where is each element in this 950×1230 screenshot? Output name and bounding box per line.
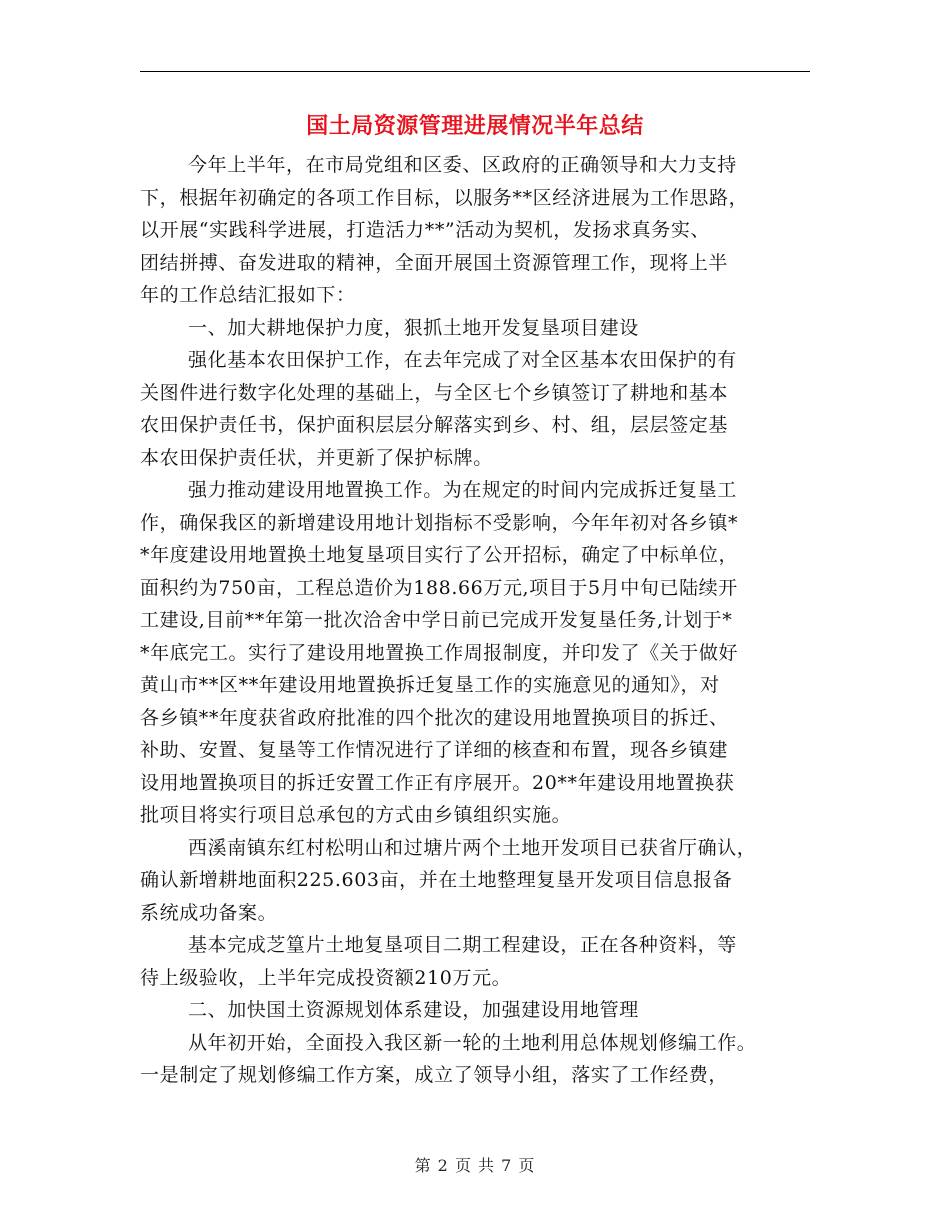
document-title: 国土局资源管理进展情况半年总结 — [306, 113, 644, 139]
text-line: 作，确保我区的新增建设用地计划指标不受影响，今年年初对各乡镇* — [140, 511, 739, 534]
text-line: 设用地置换项目的拆迁安置工作正有序展开。20**年建设用地置换获 — [140, 771, 735, 794]
text-line: 系统成功备案。 — [140, 901, 278, 924]
text-line: 西溪南镇东红村松明山和过塘片两个土地开发项目已获省厅确认， — [188, 836, 757, 859]
text-line: 今年上半年，在市局党组和区委、区政府的正确领导和大力支持 — [188, 154, 737, 176]
text-line: 一是制定了规划修编工作方案，成立了领导小组，落实了工作经费， — [140, 1064, 729, 1086]
header-rule — [140, 71, 810, 72]
text-line: 一、加大耕地保护力度，狠抓土地开发复垦项目建设 — [188, 316, 639, 339]
text-line: 确认新增耕地面积225.603亩，并在土地整理复垦开发项目信息报备 — [140, 869, 733, 891]
text-line: 下，根据年初确定的各项工作目标，以服务**区经济进展为工作思路， — [140, 186, 749, 209]
text-line: 批项目将实行项目总承包的方式由乡镇组织实施。 — [140, 804, 572, 826]
text-line: 强力推动建设用地置换工作。为在规定的时间内完成拆迁复垦工 — [188, 479, 737, 501]
text-line: 以开展“实践科学进展，打造活力**”活动为契机，发扬求真务实、 — [140, 219, 711, 241]
text-line: 补助、安置、复垦等工作情况进行了详细的核查和布置，现各乡镇建 — [140, 739, 729, 761]
text-line: 各乡镇**年度获省政府批准的四个批次的建设用地置换项目的拆迁、 — [140, 706, 729, 729]
text-line: 关图件进行数字化处理的基础上，与全区七个乡镇签订了耕地和基本 — [140, 381, 729, 404]
text-line: 工建设,目前**年第一批次洽舍中学日前已完成开发复垦任务,计划于* — [140, 609, 733, 631]
document-body — [140, 149, 812, 1092]
text-line: 面积约为750亩，工程总造价为188.66万元,项目于5月中旬已陆续开 — [140, 576, 738, 599]
text-line: 从年初开始，全面投入我区新一轮的土地利用总体规划修编工作。 — [188, 1031, 757, 1054]
text-line: 年的工作总结汇报如下： — [140, 284, 356, 306]
page-footer: 第 2 页 共 7 页 — [414, 1156, 536, 1175]
text-line: 本农田保护责任状，并更新了保护标牌。 — [140, 446, 493, 469]
text-line: 待上级验收，上半年完成投资额210万元。 — [140, 966, 512, 989]
text-line: 团结拼搏、奋发进取的精神，全面开展国土资源管理工作，现将上半 — [140, 251, 729, 274]
text-line: 基本完成芝篁片土地复垦项目二期工程建设，正在各种资料，等 — [188, 934, 737, 956]
text-line: 二、加快国土资源规划体系建设，加强建设用地管理 — [188, 999, 639, 1021]
text-line: *年底完工。实行了建设用地置换工作周报制度，并印发了《关于做好 — [140, 641, 739, 664]
text-line: 农田保护责任书，保护面积层层分解落实到乡、村、组，层层签定基 — [140, 414, 729, 436]
text-line: 强化基本农田保护工作，在去年完成了对全区基本农田保护的有 — [188, 349, 737, 371]
text-line: *年度建设用地置换土地复垦项目实行了公开招标，确定了中标单位， — [140, 544, 739, 566]
text-line: 黄山市**区**年建设用地置换拆迁复垦工作的实施意见的通知》，对 — [140, 674, 720, 696]
